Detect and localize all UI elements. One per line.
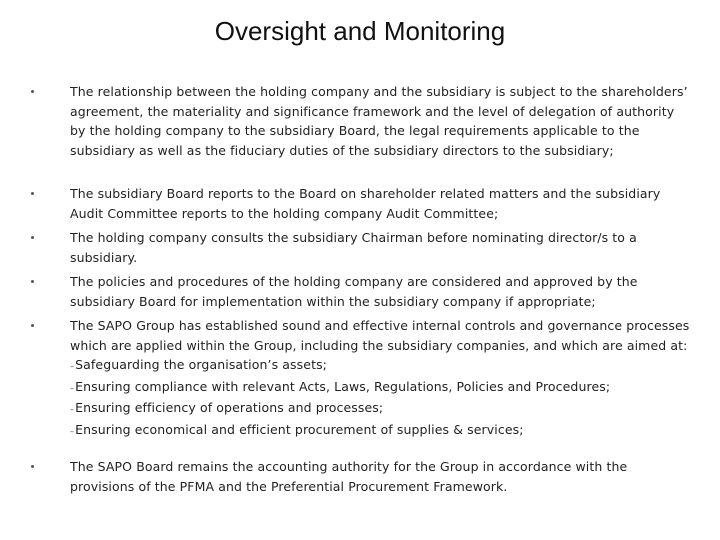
bullet-dot-icon (31, 90, 34, 93)
bullet-dot-icon (31, 465, 34, 468)
bullet-item-relationship (70, 82, 690, 160)
slide-title: Oversight and Monitoring (214, 16, 506, 46)
dash-icon: – (70, 426, 75, 436)
bullet-item-board-reports (70, 184, 690, 223)
bullet-text: The SAPO Group has established sound and effective internal controls and governance processes which are applied within the Group, including the subsidiary companies, and which are aimed at: (70, 318, 690, 353)
dash-icon: – (70, 362, 75, 371)
bullet-item-accounting-authority (70, 457, 690, 496)
sub-item-safeguarding: –Safeguarding the organisation’s assets; (70, 357, 327, 372)
bullet-text: The holding company consults the subsidiary Chairman before nominating director/s to a subsidiary. (70, 230, 637, 265)
dash-icon: – (70, 383, 75, 393)
bullet-text: The SAPO Board remains the accounting authority for the Group in accordance with the provisions of the PFMA and the Preferential Procurement Framework. (70, 459, 628, 494)
bullet-item-policies (70, 272, 690, 311)
bullet-text: The subsidiary Board reports to the Board on shareholder related matters and the subsidiary Audit Committee reports to the holding company Audit Committee; (70, 186, 661, 221)
bullet-item-consults-chairman (70, 228, 690, 267)
bullet-dot-icon (31, 324, 34, 327)
dash-icon: – (70, 405, 75, 414)
bullet-text: The relationship between the holding company and the subsidiary is subject to the shareholders’ agreement, the materiality and significance framework and the level of delegation of authority by the holding company to the subsidiary Board, the legal requirements applicable to the subsidiary as well as the fiduciary duties of the subsidiary directors to the subsidiary; (70, 84, 688, 158)
bullet-dot-icon (31, 236, 34, 239)
bullet-item-internal-controls (70, 316, 690, 441)
sub-item-compliance: –Ensuring compliance with relevant Acts, Laws, Regulations, Policies and Procedures; (70, 378, 611, 394)
sub-item-procurement: –Ensuring economical and efficient procurement of supplies & services; (70, 421, 524, 437)
sub-item-efficiency: –Ensuring efficiency of operations and processes; (70, 400, 384, 415)
bullet-text: The policies and procedures of the holding company are considered and approved by the subsidiary Board for implementation within the subsidiary company if appropriate; (70, 274, 638, 309)
bullet-dot-icon (31, 192, 34, 195)
bullet-dot-icon (31, 280, 34, 283)
